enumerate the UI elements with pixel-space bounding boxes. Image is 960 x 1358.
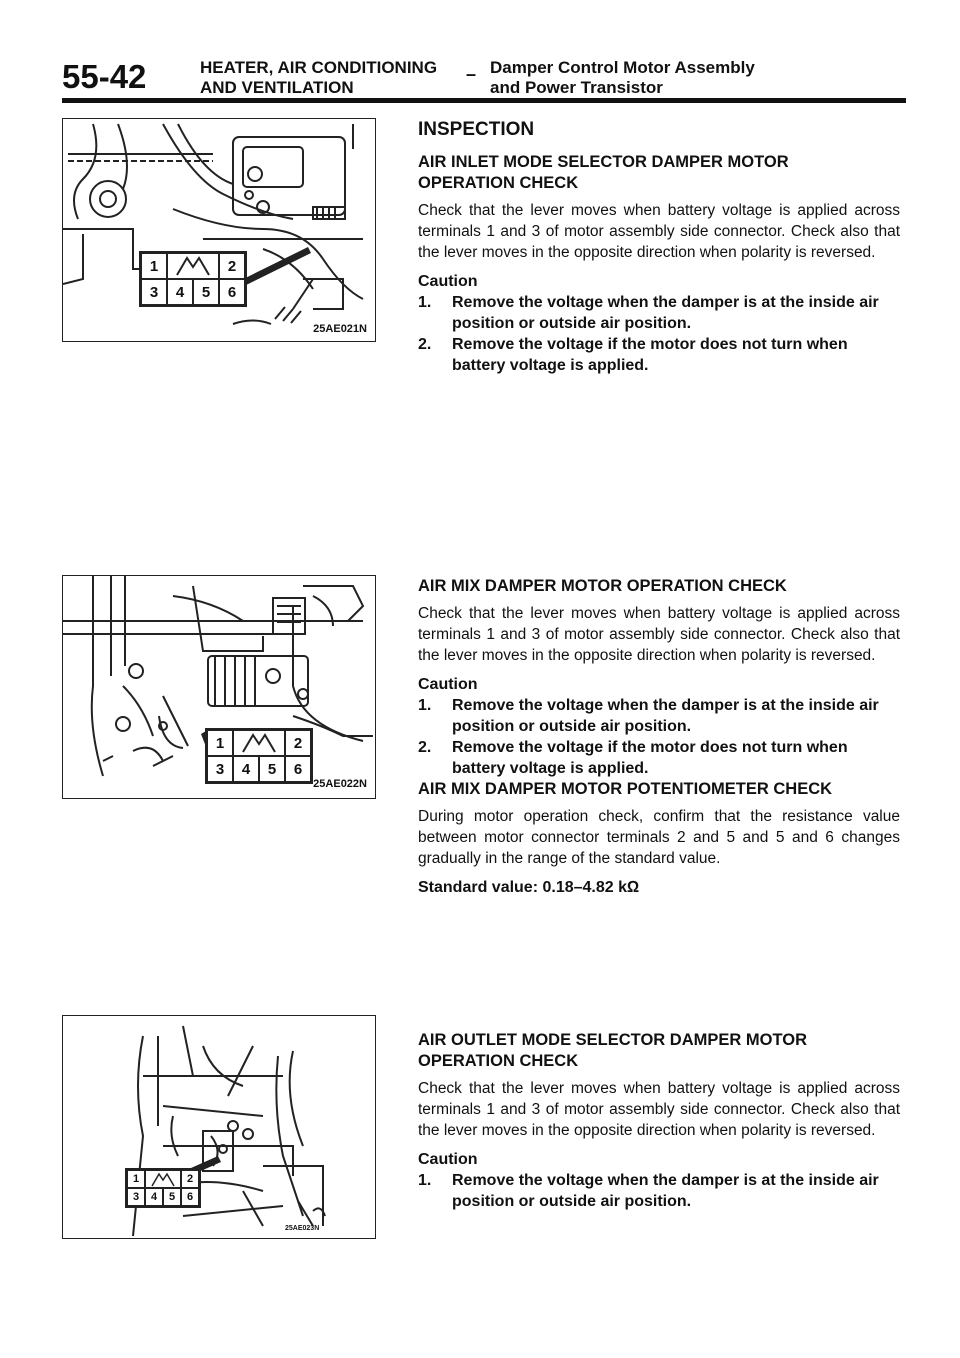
- list-number: 2.: [418, 739, 432, 756]
- mix-heading: AIR MIX DAMPER MOTOR OPERATION CHECK: [418, 577, 787, 595]
- outlet-heading: [418, 1030, 900, 1072]
- section-title: [200, 58, 437, 98]
- list-text: Remove the voltage when the damper is at the inside air position or outside air position.: [452, 294, 879, 332]
- inlet-heading-line1: AIR INLET MODE SELECTOR DAMPER MOTOR: [418, 153, 789, 171]
- figure-outlet-damper-motor: [62, 1015, 376, 1239]
- outlet-motor-illustration: [63, 1016, 375, 1238]
- connector-terminal: 1: [127, 1170, 145, 1188]
- connector-diagram-1: [139, 251, 247, 307]
- list-number: 1.: [418, 1172, 432, 1189]
- connector-diagram-2: [205, 728, 313, 784]
- connector-terminal: 5: [259, 756, 285, 782]
- section-title-line2: AND VENTILATION: [200, 78, 354, 97]
- connector-terminal: 2: [285, 730, 311, 756]
- topic-title-line2: and Power Transistor: [490, 78, 663, 97]
- connector-terminal: 2: [181, 1170, 199, 1188]
- mix-caution-item: [418, 737, 900, 779]
- inlet-heading: [418, 152, 900, 194]
- connector-terminal: 1: [141, 253, 167, 279]
- list-text: Remove the voltage when the damper is at the inside air position or outside air position.: [452, 1172, 879, 1210]
- potentiometer-heading: AIR MIX DAMPER MOTOR POTENTIOMETER CHECK: [418, 780, 833, 798]
- section-title-line1: HEATER, AIR CONDITIONING: [200, 58, 438, 77]
- connector-terminal: 4: [145, 1188, 163, 1206]
- section-inlet: [418, 118, 900, 376]
- outlet-heading-line1: AIR OUTLET MODE SELECTOR DAMPER MOTOR: [418, 1031, 807, 1049]
- list-number: 1.: [418, 697, 432, 714]
- connector-terminal: 4: [167, 279, 193, 305]
- topic-title: [490, 58, 755, 98]
- connector-terminal: 6: [285, 756, 311, 782]
- section-outlet: [418, 1030, 900, 1212]
- connector-terminal: 3: [127, 1188, 145, 1206]
- connector-terminal: 6: [181, 1188, 199, 1206]
- connector-diagram-3: [125, 1168, 201, 1208]
- outlet-caution-item: [418, 1170, 900, 1212]
- inlet-caution-item: [418, 334, 900, 376]
- list-text: Remove the voltage if the motor does not turn when battery voltage is applied.: [452, 336, 848, 374]
- list-number: 2.: [418, 336, 432, 353]
- connector-terminal: 3: [141, 279, 167, 305]
- connector-terminal: 5: [193, 279, 219, 305]
- connector-terminal: 5: [163, 1188, 181, 1206]
- connector-terminal-key: [167, 253, 219, 279]
- figure-inlet-damper-motor: [62, 118, 376, 342]
- inlet-heading-line2: OPERATION CHECK: [418, 174, 579, 192]
- connector-terminal: 3: [207, 756, 233, 782]
- mix-caution-label: Caution: [418, 676, 478, 693]
- outlet-heading-line2: OPERATION CHECK: [418, 1052, 579, 1070]
- topic-title-line1: Damper Control Motor Assembly: [490, 58, 755, 77]
- mix-caution-item: [418, 695, 900, 737]
- inlet-caution-item: [418, 292, 900, 334]
- standard-value: Standard value: 0.18–4.82 kΩ: [418, 879, 640, 896]
- connector-terminal-key: [145, 1170, 181, 1188]
- section-mix: [418, 576, 900, 898]
- figure-code: 25AE023N: [285, 1225, 320, 1232]
- header-dash: –: [466, 64, 477, 84]
- connector-terminal-key: [233, 730, 285, 756]
- connector-terminal: 6: [219, 279, 245, 305]
- figure-mix-damper-motor: [62, 575, 376, 799]
- inspection-title: INSPECTION: [418, 119, 535, 140]
- header-rule: [62, 98, 906, 103]
- list-number: 1.: [418, 294, 432, 311]
- page-header: [0, 0, 960, 104]
- outlet-body: Check that the lever moves when battery voltage is applied across terminals 1 and 3 of motor assembly side connector. Check also that the lever moves in the opposite direction when polarity is reversed.: [418, 1080, 900, 1139]
- inlet-body: Check that the lever moves when battery voltage is applied across terminals 1 and 3 of motor assembly side connector. Check also that the lever moves in the opposite direction when polarity is reversed.: [418, 202, 900, 261]
- inlet-caution-label: Caution: [418, 273, 478, 290]
- potentiometer-body: During motor operation check, confirm that the resistance value between motor connector terminals 2 and 5 and 5 and 6 changes gradually in the range of the standard value.: [418, 808, 900, 867]
- outlet-caution-label: Caution: [418, 1151, 478, 1168]
- figure-code: 25AE021N: [313, 323, 367, 335]
- list-text: Remove the voltage when the damper is at the inside air position or outside air position.: [452, 697, 879, 735]
- inlet-motor-illustration: [63, 119, 375, 341]
- connector-terminal: 2: [219, 253, 245, 279]
- page-number: 55-42: [62, 58, 147, 95]
- connector-terminal: 4: [233, 756, 259, 782]
- figure-code: 25AE022N: [313, 778, 367, 790]
- list-text: Remove the voltage if the motor does not turn when battery voltage is applied.: [452, 739, 848, 777]
- mix-body: Check that the lever moves when battery voltage is applied across terminals 1 and 3 of motor assembly side connector. Check also that the lever moves in the opposite direction when polarity is reversed.: [418, 605, 900, 664]
- connector-terminal: 1: [207, 730, 233, 756]
